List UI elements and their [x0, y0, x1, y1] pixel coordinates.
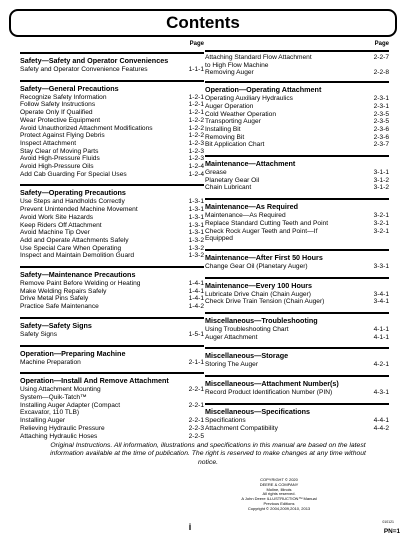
toc-entry-title: Using Troubleshooting Chart: [205, 326, 289, 334]
toc-entry-page: 2-2-8: [373, 69, 389, 77]
toc-entry-title: Safety and Operator Convenience Features: [20, 66, 148, 73]
section-title: Safety—Operating Precautions: [20, 188, 126, 198]
copyright-line: Copyright © 2004,2009,2010, 2013: [247, 505, 311, 511]
toc-entry[interactable]: [205, 126, 389, 134]
toc-entry-title: Bit Application Chart: [205, 141, 265, 149]
toc-entry[interactable]: [20, 140, 204, 148]
section-title: Safety—Maintenance Precautions: [20, 270, 136, 280]
toc-section: [20, 266, 204, 315]
toc-entry-page: 1-2-1: [188, 93, 204, 101]
section-title: Miscellaneous—Specifications: [205, 406, 311, 416]
section-title: Safety—General Precautions: [20, 83, 119, 93]
toc-entry-page: 1-3-1: [188, 198, 204, 206]
toc-entry-title: Installing Auger Adapter (Compact Excavator, 110 TLB): [20, 401, 121, 417]
toc-section: [205, 81, 389, 153]
copyright-line: Moline, Illinois: [266, 486, 292, 492]
toc-entry[interactable]: [20, 288, 204, 296]
toc-entry-title: Maintenance—As Required: [205, 212, 286, 220]
toc-entry-title: Cold Weather Operation: [205, 110, 276, 118]
section-title: Operation—Operating Attachment: [205, 85, 322, 95]
toc-entry-page: 1-2-2: [188, 132, 204, 140]
toc-entry-page: 2-2-1: [188, 386, 204, 394]
toc-entry-title: Storing The Auger: [205, 361, 259, 369]
toc-entry-title: Add Cab Guarding For Special Uses: [20, 170, 127, 178]
toc-entry-page: 3-4-1: [373, 290, 389, 298]
toc-section: [205, 198, 389, 247]
toc-entry-page: 2-2-5: [188, 432, 204, 440]
toc-entry-title: Wear Protective Equipment: [20, 116, 101, 124]
toc-entry[interactable]: [20, 66, 204, 74]
toc-entry[interactable]: [205, 95, 389, 103]
toc-entry-page: 1-5-1: [188, 330, 204, 338]
toc-entry-page: 3-4-1: [373, 298, 389, 306]
copyright-line: A John Deere ILLUSTRUCTION™ Manual: [241, 496, 317, 502]
toc-entry[interactable]: [205, 298, 389, 306]
toc-entry[interactable]: [20, 386, 204, 401]
toc-entry[interactable]: [20, 280, 204, 288]
toc-entry-page: 2-3-5: [373, 118, 389, 126]
toc-entry[interactable]: [20, 214, 204, 222]
toc-entry-page: 1-3-1: [188, 229, 204, 237]
toc-entry[interactable]: [20, 402, 204, 417]
toc-entry-page: 1-2-3: [188, 155, 204, 163]
copyright-line: DEERE & COMPANY: [259, 481, 299, 487]
toc-section: [205, 249, 389, 275]
toc-entry-title: Recognize Safety Information: [20, 93, 107, 101]
section-title: Miscellaneous—Storage: [205, 351, 289, 361]
toc-section: [20, 372, 204, 444]
toc-entry-page: 4-4-2: [373, 424, 389, 432]
toc-entry[interactable]: [20, 229, 204, 237]
toc-entry-page: 1-2-2: [188, 116, 204, 124]
copyright-line: All rights reserved.: [262, 491, 296, 497]
toc-entry-title: Installing Auger: [20, 417, 66, 425]
section-title: Miscellaneous—Attachment Number(s): [205, 379, 339, 389]
toc-entry-page: 4-3-1: [373, 389, 389, 397]
toc-entry-page: 1-2-1: [188, 109, 204, 117]
toc-entry-title: Operating Auxiliary Hydraulics: [205, 95, 293, 103]
pn-code: PN=1: [383, 528, 400, 535]
toc-entry[interactable]: [205, 103, 389, 111]
toc-entry-title: Transporting Auger: [205, 118, 261, 126]
toc-entry-title: Replace Standard Cutting Teeth and Point: [205, 219, 329, 227]
toc-entry[interactable]: [20, 101, 204, 109]
toc-entry[interactable]: [205, 228, 389, 243]
section-title: Miscellaneous—Troubleshooting: [205, 316, 318, 326]
toc-entry-title: Grease: [205, 169, 227, 177]
copyright-line: COPYRIGHT © 2020: [260, 477, 298, 482]
toc-entry-title: Follow Safety Instructions: [20, 101, 96, 109]
toc-entry[interactable]: [205, 169, 389, 177]
instructions-note: Original Instructions. All information, illustrations and specifications in this manual are based on the latest information available at the time of publication. The right is reserved to make changes at any time without notice.: [50, 442, 366, 466]
toc-entry-page: 2-3-6: [373, 133, 389, 141]
section-title: Safety—Safety Signs: [20, 320, 92, 330]
toc-entry-page: 1-2-4: [188, 170, 204, 178]
toc-entry[interactable]: [20, 198, 204, 206]
toc-entry[interactable]: [20, 222, 204, 230]
page-column-header: Page: [189, 41, 204, 47]
section-title: Maintenance—Attachment: [205, 159, 296, 169]
toc-entry-page: 3-2-1: [373, 227, 389, 235]
toc-entry[interactable]: [205, 134, 389, 142]
toc-section: [20, 80, 204, 183]
toc-entry[interactable]: [205, 184, 389, 192]
toc-entry-page: 4-2-1: [373, 361, 389, 369]
toc-entry[interactable]: [205, 69, 389, 77]
toc-entry[interactable]: [20, 359, 204, 367]
toc-entry-title: Change Gear Oil (Planetary Auger): [205, 262, 308, 270]
toc-entry-page: 1-2-4: [188, 163, 204, 171]
toc-entry-page: 2-1-1: [188, 358, 204, 366]
toc-entry[interactable]: [205, 212, 389, 220]
toc-entry-page: 2-2-7: [373, 54, 389, 61]
toc-entry-title: Make Welding Repairs Safely: [20, 287, 107, 295]
toc-entry-title: Installing Bit: [205, 125, 241, 133]
toc-entry-title: Relieving Hydraulic Pressure: [20, 424, 105, 432]
page-title: Contents: [9, 9, 397, 37]
toc-entry-title: Avoid High-Pressure Fluids: [20, 155, 100, 163]
toc-entry[interactable]: [20, 237, 204, 245]
toc-entry[interactable]: [20, 252, 204, 260]
toc-entry-page: 1-3-2: [188, 252, 204, 260]
toc-entry[interactable]: [20, 155, 204, 163]
section-title: Safety—Safety and Operator Conveniences: [20, 56, 169, 65]
toc-section: [20, 345, 204, 371]
toc-entry-title: Check Rock Auger Teeth and Point—If Equipped: [205, 227, 318, 243]
copyright-line: Previous Editions: [263, 500, 295, 506]
toc-entry-page: 2-3-1: [373, 95, 389, 103]
toc-entry[interactable]: [20, 331, 204, 339]
toc-entry-title: Chain Lubricant: [205, 184, 252, 192]
toc-section: [20, 317, 204, 343]
toc-entry[interactable]: [20, 303, 204, 311]
toc-entry[interactable]: [20, 171, 204, 179]
toc-entry[interactable]: [205, 118, 389, 126]
toc-section: [205, 375, 389, 401]
continued-entries: [205, 50, 389, 77]
toc-entry[interactable]: [20, 433, 204, 441]
toc-entry[interactable]: [20, 117, 204, 125]
toc-entry-page: 1-3-1: [188, 213, 204, 221]
document-code: 010121: [382, 520, 394, 524]
toc-entry[interactable]: [20, 295, 204, 303]
toc-entry-page: 1-4-1: [188, 287, 204, 295]
toc-entry-title: Operate Only If Qualified: [20, 109, 93, 117]
toc-entry-page: 1-4-1: [188, 280, 204, 288]
toc-section: [20, 184, 204, 264]
toc-entry-page: 2-2-3: [188, 424, 204, 432]
toc-entry[interactable]: [205, 425, 389, 433]
page-number: i: [188, 522, 192, 532]
toc-entry-page: 2-2-1: [188, 401, 204, 409]
section-title: Operation—Install And Remove Attachment: [20, 376, 169, 386]
toc-section: [205, 347, 389, 373]
toc-entry-title: Attaching Hydraulic Hoses: [20, 432, 98, 440]
toc-entry-title: Prevent Unintended Machine Movement: [20, 206, 138, 214]
contents-left-column: [20, 39, 204, 444]
toc-entry-title: Use Steps and Handholds Correctly: [20, 198, 125, 206]
toc-entry-title: Auger Attachment: [205, 333, 258, 341]
toc-section: [205, 403, 389, 436]
toc-entry-title: Avoid Machine Tip Over: [20, 229, 90, 237]
toc-entry-title: Remove Paint Before Welding or Heating: [20, 280, 141, 288]
toc-entry-page: 1-2-2: [188, 124, 204, 132]
toc-entry-page: 1-2-3: [188, 139, 204, 147]
toc-entry[interactable]: [205, 54, 389, 69]
toc-entry-title: Lubricate Drive Chain (Chain Auger): [205, 290, 311, 298]
toc-entry-title: Planetary Gear Oil: [205, 176, 260, 184]
toc-entry-title: Record Product Identification Number (PIN): [205, 389, 333, 397]
section-title: Maintenance—As Required: [205, 202, 299, 212]
toc-entry[interactable]: [205, 291, 389, 299]
toc-entry-title: Attaching Standard Flow Attachment to High Flow Machine: [205, 54, 312, 69]
toc-entry[interactable]: [205, 326, 389, 334]
toc-entry[interactable]: [20, 109, 204, 117]
toc-entry[interactable]: [205, 334, 389, 342]
toc-entry-page: 3-1-2: [373, 184, 389, 192]
toc-entry-title: Practice Safe Maintenance: [20, 303, 99, 311]
toc-entry-title: Check Drive Train Tension (Chain Auger): [205, 298, 325, 306]
toc-entry[interactable]: [205, 141, 389, 149]
toc-entry-title: Protect Against Flying Debris: [20, 132, 105, 140]
toc-entry-title: Using Attachment Mounting System—Quik-Tatch™: [20, 386, 101, 401]
toc-entry-page: 1-3-1: [188, 206, 204, 214]
toc-entry[interactable]: [205, 111, 389, 119]
toc-entry-title: Drive Metal Pins Safely: [20, 295, 89, 303]
page-column-header: Page: [374, 41, 389, 47]
toc-entry-page: 3-3-1: [373, 262, 389, 270]
toc-entry[interactable]: [205, 263, 389, 271]
toc-entry-title: Use Special Care When Operating: [20, 244, 122, 252]
toc-entry[interactable]: [20, 425, 204, 433]
toc-entry-page: 1-3-2: [188, 244, 204, 252]
toc-entry-title: Avoid Unauthorized Attachment Modifications: [20, 124, 153, 132]
toc-entry-page: 3-1-2: [373, 176, 389, 184]
toc-entry-title: Attachment Compatibility: [205, 424, 278, 432]
toc-entry[interactable]: [20, 163, 204, 171]
toc-entry[interactable]: [20, 206, 204, 214]
toc-section: [205, 277, 389, 310]
toc-entry-title: Safety Signs: [20, 330, 58, 338]
toc-entry-page: 1-2-3: [188, 147, 204, 155]
toc-entry-page: 4-1-1: [373, 333, 389, 341]
toc-section: [205, 155, 389, 196]
toc-entry-page: 1-1-1: [188, 66, 204, 73]
toc-entry-page: 2-2-1: [188, 417, 204, 425]
toc-entry[interactable]: [205, 417, 389, 425]
toc-entry-page: 2-3-7: [373, 141, 389, 149]
toc-entry-page: 2-3-5: [373, 110, 389, 118]
toc-entry-title: Specifications: [205, 416, 246, 424]
toc-entry[interactable]: [20, 245, 204, 253]
toc-entry-title: Auger Operation: [205, 102, 254, 110]
toc-entry-title: Avoid Work Site Hazards: [20, 213, 94, 221]
section-title: Operation—Preparing Machine: [20, 348, 126, 358]
toc-entry[interactable]: [20, 148, 204, 156]
toc-entry[interactable]: [20, 125, 204, 133]
toc-entry-title: Add and Operate Attachments Safely: [20, 236, 129, 244]
toc-entry-page: 1-3-2: [188, 236, 204, 244]
toc-entry-page: 2-3-6: [373, 125, 389, 133]
toc-entry[interactable]: [205, 177, 389, 185]
toc-entry-page: 3-1-1: [373, 169, 389, 177]
toc-entry[interactable]: [205, 361, 389, 369]
contents-right-column: [205, 39, 389, 436]
toc-entry-title: Inspect Attachment: [20, 139, 77, 147]
toc-entry[interactable]: [20, 94, 204, 102]
toc-entry-page: 1-3-1: [188, 221, 204, 229]
toc-entry[interactable]: [20, 132, 204, 140]
toc-entry-page: 3-2-1: [373, 219, 389, 227]
toc-entry-title: Inspect and Maintain Demolition Guard: [20, 252, 134, 260]
toc-section: [205, 312, 389, 345]
toc-entry-page: 4-1-1: [373, 326, 389, 334]
toc-entry-title: Stay Clear of Moving Parts: [20, 147, 99, 155]
toc-entry[interactable]: [20, 417, 204, 425]
toc-entry-page: 1-2-1: [188, 101, 204, 109]
toc-entry-title: Removing Auger: [205, 69, 254, 77]
toc-entry-page: 2-3-1: [373, 102, 389, 110]
toc-entry-title: Keep Riders Off Attachment: [20, 221, 102, 229]
copyright-block: [234, 478, 324, 512]
toc-entry-page: 1-4-2: [188, 303, 204, 311]
toc-entry[interactable]: [205, 389, 389, 397]
toc-entry-page: 1-4-1: [188, 295, 204, 303]
section-title: Maintenance—Every 100 Hours: [205, 280, 313, 290]
toc-entry-title: Removing Bit: [205, 133, 245, 141]
toc-entry-page: 4-4-1: [373, 416, 389, 424]
toc-entry[interactable]: [205, 220, 389, 228]
toc-entry-title: Avoid High-Pressure Oils: [20, 163, 94, 171]
toc-entry-page: 3-2-1: [373, 212, 389, 220]
section-title: Maintenance—After First 50 Hours: [205, 252, 323, 262]
toc-section: [20, 52, 204, 78]
toc-entry-title: Machine Preparation: [20, 358, 81, 366]
